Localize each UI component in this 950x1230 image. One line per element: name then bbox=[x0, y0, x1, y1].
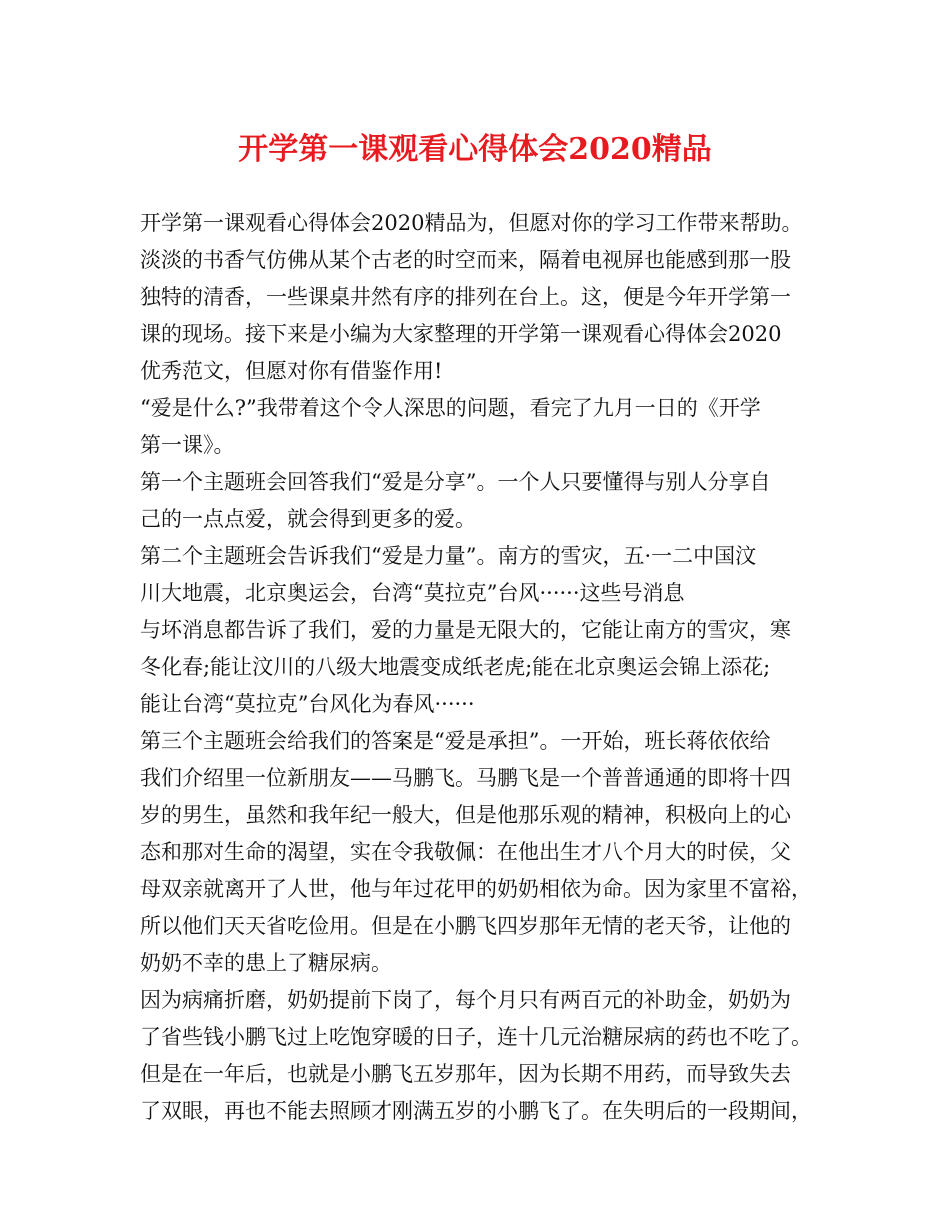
text-line: 所以他们天天省吃俭用。但是在小鹏飞四岁那年无情的老天爷，让他的 bbox=[140, 914, 791, 938]
text-line: 开学第一课观看心得体会2020精品为，但愿对你的学习工作带来帮助。 bbox=[140, 211, 803, 235]
text-line: 奶奶不幸的患上了糖尿病。 bbox=[140, 951, 392, 975]
text-line: 第一个主题班会回答我们“爱是分享”。一个人只要懂得与别人分享自 bbox=[140, 470, 771, 494]
text-line: 因为病痛折磨，奶奶提前下岗了，每个月只有两百元的补助金，奶奶为 bbox=[140, 988, 791, 1012]
text-line: 独特的清香，一些课桌井然有序的排列在台上。这，便是今年开学第一 bbox=[140, 285, 791, 309]
text-line: 优秀范文，但愿对你有借鉴作用! bbox=[140, 359, 443, 383]
text-line: 第二个主题班会告诉我们“爱是力量”。南方的雪灾，五·一二中国汶 bbox=[140, 544, 757, 568]
text-line: 淡淡的书香气仿佛从某个古老的时空而来，隔着电视屏也能感到那一股 bbox=[140, 248, 791, 272]
text-line: 课的现场。接下来是小编为大家整理的开学第一课观看心得体会2020 bbox=[140, 322, 782, 346]
text-line: “爱是什么?”我带着这个令人深思的问题，看完了九月一日的《开学 bbox=[140, 396, 761, 420]
text-line: 己的一点点爱，就会得到更多的爱。 bbox=[140, 507, 476, 531]
text-line: 但是在一年后，也就是小鹏飞五岁那年，因为长期不用药，而导致失去 bbox=[140, 1062, 791, 1086]
text-line: 态和那对生命的渴望，实在令我敬佩：在他出生才八个月大的时侯，父 bbox=[140, 840, 791, 864]
text-line: 第三个主题班会给我们的答案是“爱是承担”。一开始，班长蒋依依给 bbox=[140, 729, 771, 753]
text-line: 岁的男生，虽然和我年纪一般大，但是他那乐观的精神，积极向上的心 bbox=[140, 803, 791, 827]
text-line: 了省些钱小鹏飞过上吃饱穿暖的日子，连十几元治糖尿病的药也不吃了。 bbox=[140, 1025, 812, 1049]
text-line: 能让台湾“莫拉克”台风化为春风······ bbox=[140, 692, 475, 716]
text-line: 我们介绍里一位新朋友——马鹏飞。马鹏飞是一个普普通通的即将十四 bbox=[140, 766, 791, 790]
text-line: 第一课》。 bbox=[140, 433, 235, 457]
text-line: 母双亲就离开了人世，他与年过花甲的奶奶相依为命。因为家里不富裕， bbox=[140, 877, 812, 901]
text-line: 了双眼，再也不能去照顾才刚满五岁的小鹏飞了。在失明后的一段期间， bbox=[140, 1099, 812, 1123]
document-body bbox=[140, 205, 830, 1130]
document-title: 开学第一课观看心得体会2020精品 bbox=[238, 132, 712, 167]
text-line: 与坏消息都告诉了我们，爱的力量是无限大的，它能让南方的雪灾，寒 bbox=[140, 618, 791, 642]
text-line: 冬化春;能让汶川的八级大地震变成纸老虎;能在北京奥运会锦上添花; bbox=[140, 655, 771, 679]
text-line: 川大地震，北京奥运会，台湾“莫拉克”台风······这些号消息 bbox=[140, 581, 685, 605]
